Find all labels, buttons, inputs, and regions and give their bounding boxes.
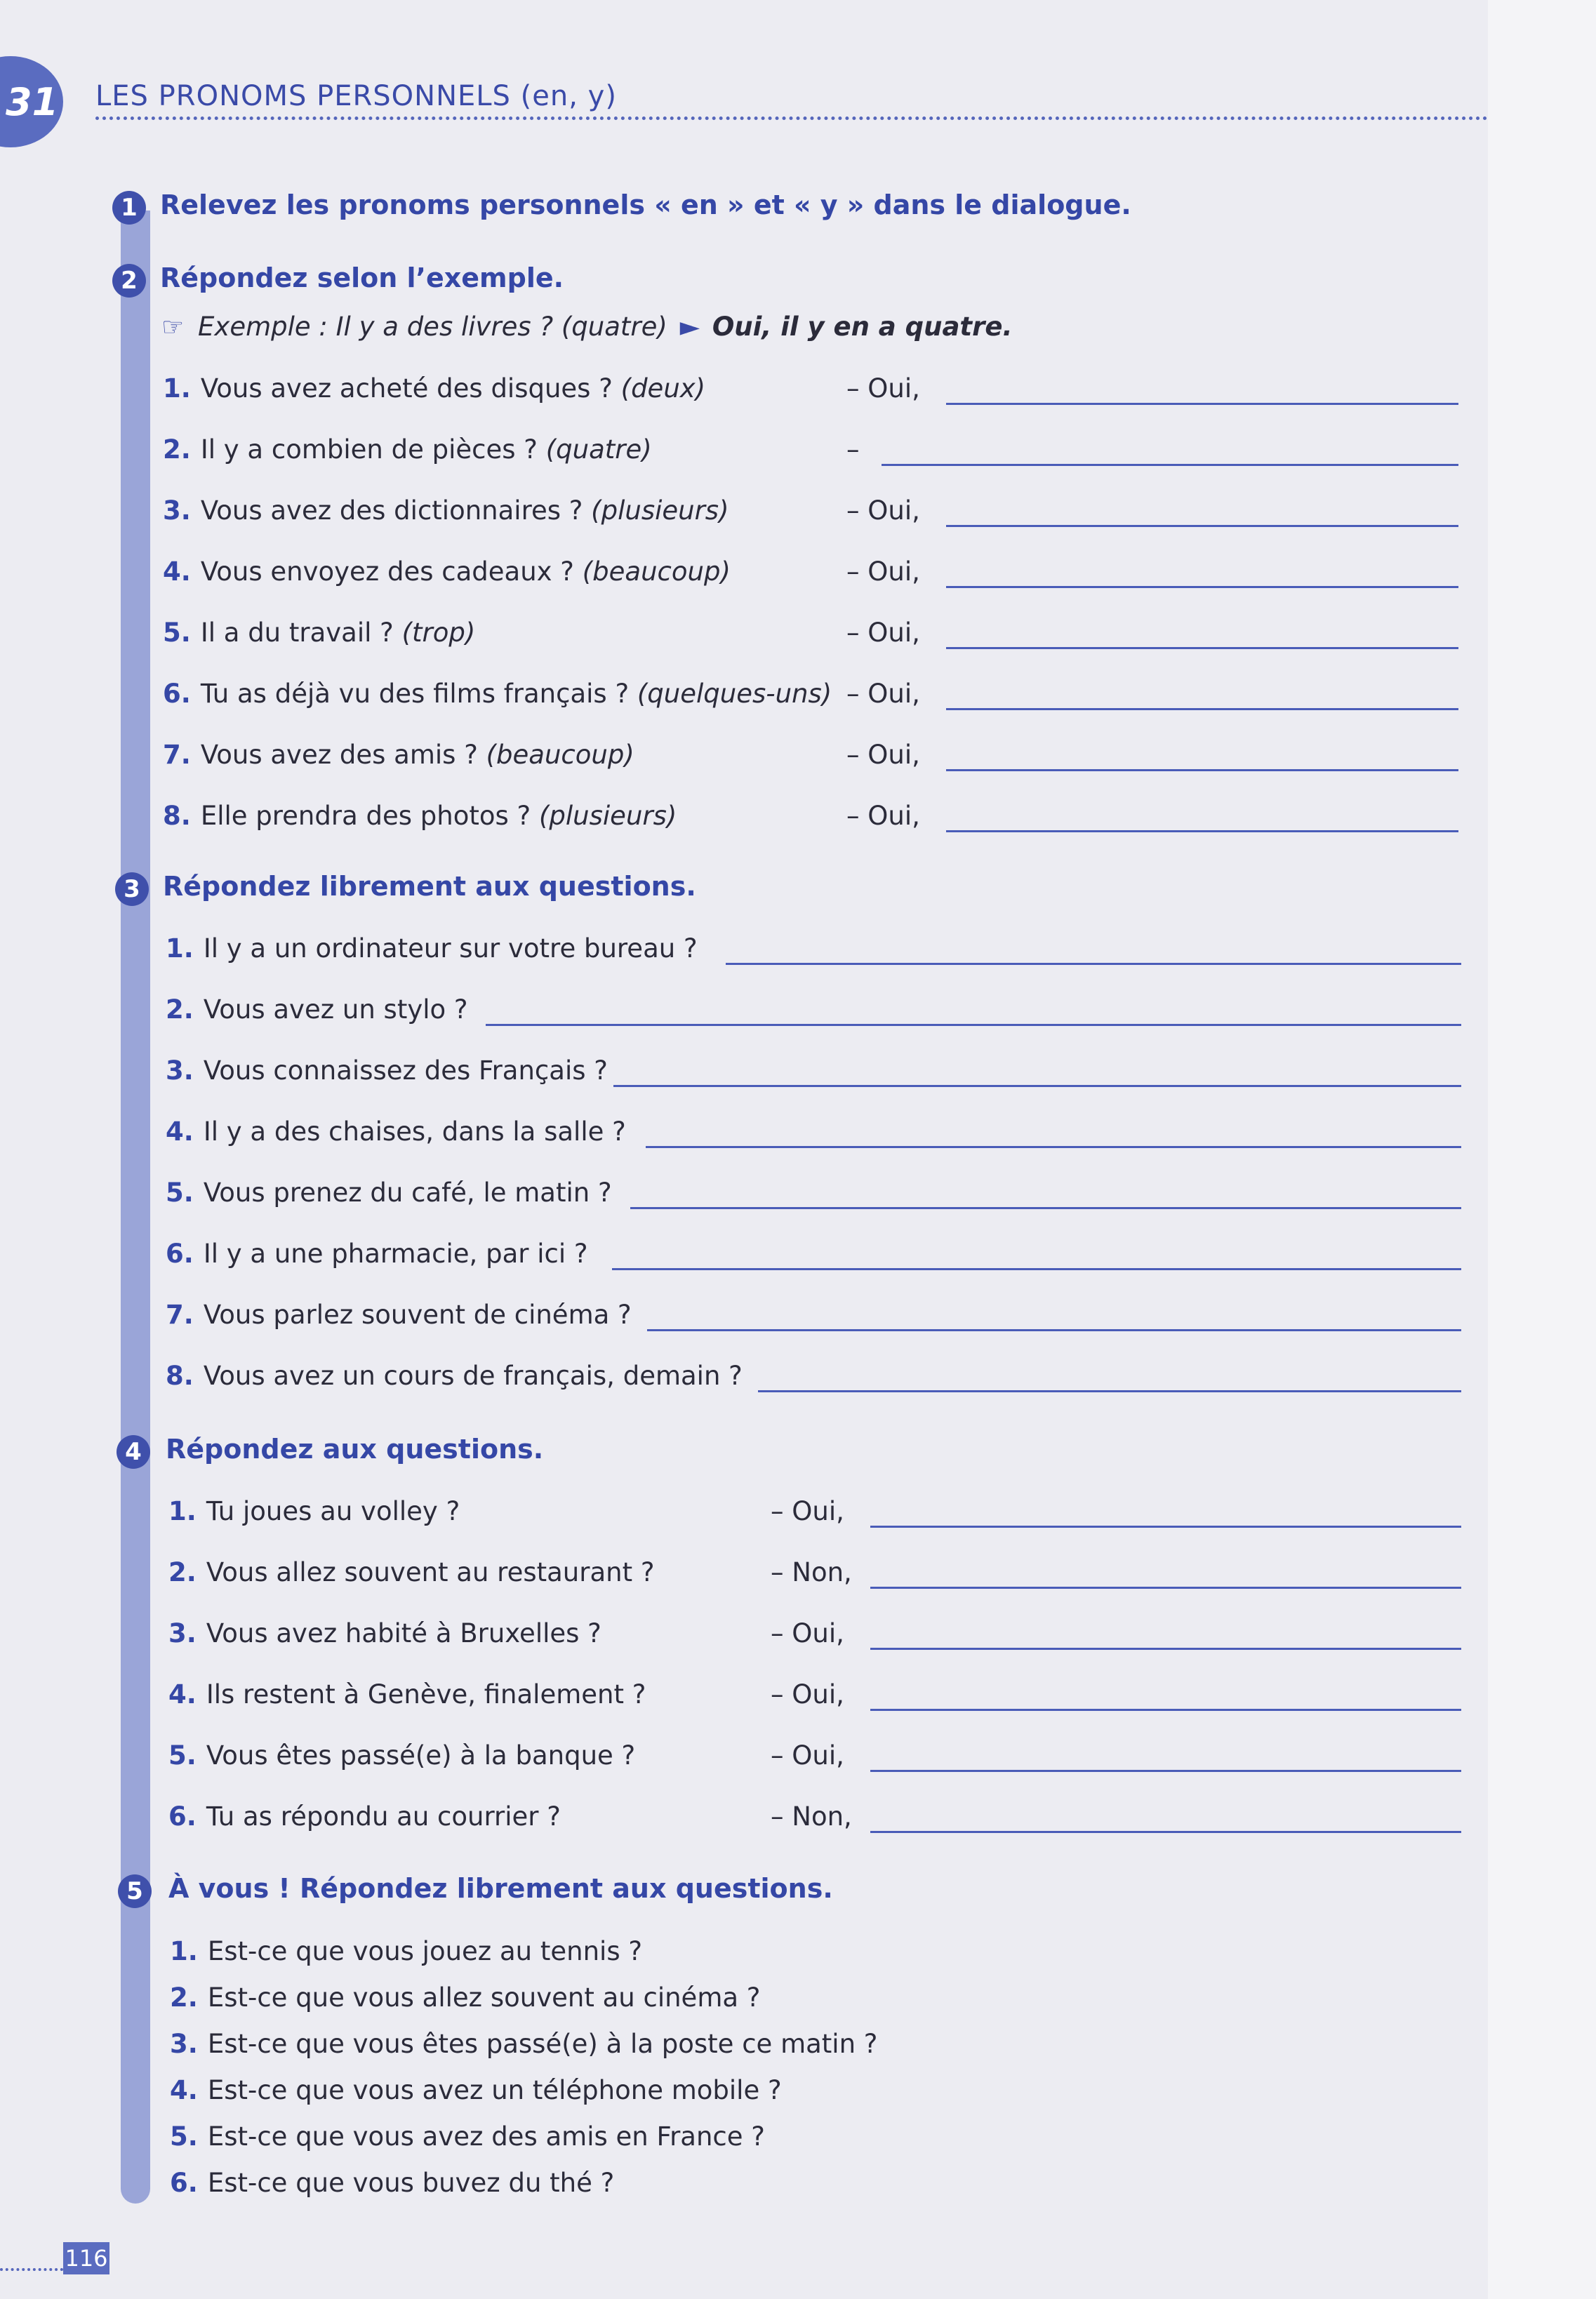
list-item: 3. Est-ce que vous êtes passé(e) à la poste ce matin ? (170, 2029, 878, 2059)
list-item: 3. Vous connaissez des Français ? (166, 1055, 608, 1086)
page-title: LES PRONOMS PERSONNELS (en, y) (95, 80, 617, 112)
exercise-3-title: Répondez librement aux questions. (163, 871, 696, 902)
response-prefix: – Non, (771, 1801, 852, 1832)
footer-divider (0, 2268, 63, 2271)
list-item: 8. Vous avez un cours de français, demain ? (166, 1361, 743, 1391)
answer-line[interactable] (870, 1526, 1461, 1528)
list-item: 6. Tu as déjà vu des films français ? (quelques-uns) (163, 679, 832, 709)
list-item: 4. Ils restent à Genève, finalement ? (168, 1679, 646, 1710)
example-answer: Oui, il y en a quatre. (712, 312, 1013, 342)
list-item: 4. Il y a des chaises, dans la salle ? (166, 1117, 626, 1147)
answer-line[interactable] (870, 1831, 1461, 1833)
answer-line[interactable] (870, 1770, 1461, 1772)
answer-line[interactable] (946, 769, 1458, 771)
answer-line[interactable] (882, 464, 1458, 466)
list-item: 1. Vous avez acheté des disques ? (deux) (163, 373, 706, 404)
list-item: 5. Vous prenez du café, le matin ? (166, 1178, 612, 1208)
answer-line[interactable] (946, 647, 1458, 649)
response-prefix: – Oui, (771, 1618, 844, 1648)
exercise-badge-5: 5 (118, 1874, 152, 1908)
response-prefix: – Oui, (846, 373, 920, 404)
list-item: 1. Il y a un ordinateur sur votre bureau ? (166, 933, 698, 964)
answer-line[interactable] (946, 586, 1458, 588)
response-prefix: – Oui, (846, 557, 920, 587)
list-item: 8. Elle prendra des photos ? (plusieurs) (163, 801, 677, 831)
answer-line[interactable] (946, 708, 1458, 710)
example-line (161, 312, 1013, 342)
response-prefix: – (846, 434, 860, 465)
example-prompt: Exemple : Il y a des livres ? (quatre) (198, 312, 667, 342)
list-item: 2. Il y a combien de pièces ? (quatre) (163, 434, 652, 465)
list-item: 6. Tu as répondu au courrier ? (168, 1801, 561, 1832)
exercise-5-title: À vous ! Répondez librement aux questions. (168, 1873, 833, 1904)
response-prefix: – Oui, (771, 1740, 844, 1771)
exercise-badge-2: 2 (112, 264, 146, 298)
exercise-2-title: Répondez selon l’exemple. (160, 262, 564, 293)
answer-line[interactable] (946, 403, 1458, 405)
list-item: 1. Est-ce que vous jouez au tennis ? (170, 1936, 643, 1966)
answer-line[interactable] (486, 1024, 1461, 1026)
arrow-right-icon: ► (679, 312, 700, 342)
list-item: 3. Vous avez habité à Bruxelles ? (168, 1618, 601, 1648)
exercise-4-title: Répondez aux questions. (166, 1434, 544, 1465)
answer-line[interactable] (870, 1587, 1461, 1589)
list-item: 2. Vous allez souvent au restaurant ? (168, 1557, 655, 1587)
chapter-number: 31 (6, 80, 59, 124)
response-prefix: – Oui, (771, 1496, 844, 1526)
list-item: 5. Il a du travail ? (trop) (163, 618, 476, 648)
answer-line[interactable] (630, 1207, 1461, 1209)
answer-line[interactable] (646, 1146, 1461, 1148)
answer-line[interactable] (946, 830, 1458, 832)
list-item: 7. Vous parlez souvent de cinéma ? (166, 1300, 632, 1330)
list-item: 6. Il y a une pharmacie, par ici ? (166, 1239, 588, 1269)
exercise-1-title: Relevez les pronoms personnels « en » et « y » dans le dialogue. (160, 189, 1131, 220)
response-prefix: – Oui, (771, 1679, 844, 1710)
list-item: 5. Vous êtes passé(e) à la banque ? (168, 1740, 636, 1771)
list-item: 3. Vous avez des dictionnaires ? (plusieurs) (163, 495, 729, 526)
exercise-badge-3: 3 (115, 872, 149, 906)
answer-line[interactable] (726, 963, 1461, 965)
header-divider (95, 116, 1488, 120)
list-item: 1. Tu joues au volley ? (168, 1496, 460, 1526)
exercise-badge-1: 1 (112, 191, 146, 225)
answer-line[interactable] (870, 1709, 1461, 1711)
answer-line[interactable] (647, 1329, 1461, 1331)
answer-line[interactable] (612, 1268, 1461, 1270)
list-item: 6. Est-ce que vous buvez du thé ? (170, 2168, 615, 2198)
response-prefix: – Oui, (846, 740, 920, 770)
exercise-badge-4: 4 (117, 1435, 150, 1469)
response-prefix: – Oui, (846, 495, 920, 526)
pointing-hand-icon: ☞ (161, 313, 185, 342)
list-item: 7. Vous avez des amis ? (beaucoup) (163, 740, 634, 770)
page-margin (1488, 0, 1596, 2299)
list-item: 4. Est-ce que vous avez un téléphone mobile ? (170, 2075, 782, 2105)
response-prefix: – Oui, (846, 618, 920, 648)
list-item: 2. Vous avez un stylo ? (166, 994, 468, 1025)
answer-line[interactable] (613, 1085, 1461, 1087)
page-number: 116 (63, 2242, 109, 2274)
list-item: 5. Est-ce que vous avez des amis en France ? (170, 2121, 765, 2152)
response-prefix: – Oui, (846, 679, 920, 709)
response-prefix: – Oui, (846, 801, 920, 831)
answer-line[interactable] (870, 1648, 1461, 1650)
list-item: 2. Est-ce que vous allez souvent au cinéma ? (170, 1983, 761, 2013)
answer-line[interactable] (946, 525, 1458, 527)
list-item: 4. Vous envoyez des cadeaux ? (beaucoup) (163, 557, 731, 587)
response-prefix: – Non, (771, 1557, 852, 1587)
answer-line[interactable] (758, 1390, 1461, 1392)
